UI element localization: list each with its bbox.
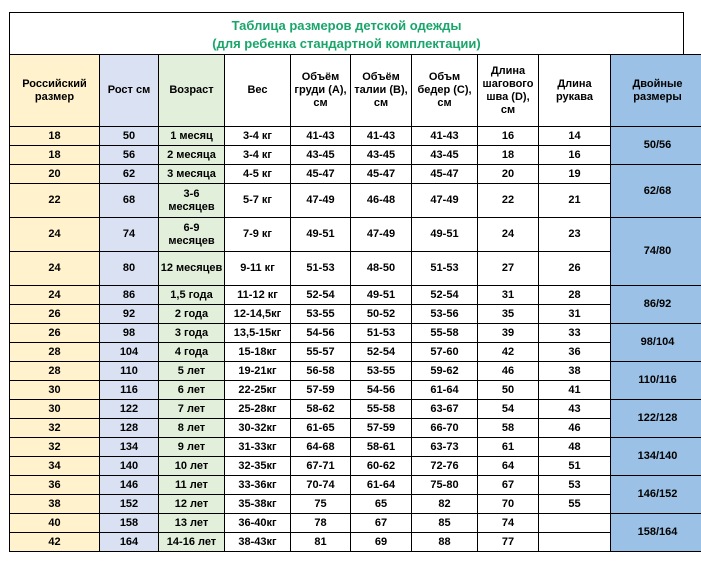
- header-inseam: Длина шагового шва (D), см: [478, 55, 539, 127]
- cell-sleeve: 53: [539, 476, 611, 495]
- cell-weight: 36-40кг: [225, 514, 291, 533]
- cell-sleeve: 16: [539, 146, 611, 165]
- cell-hips: 51-53: [412, 252, 478, 286]
- cell-height: 86: [100, 286, 159, 305]
- title-line-1: Таблица размеров детской одежды: [231, 18, 462, 33]
- cell-ru-size: 18: [10, 146, 100, 165]
- cell-ru-size: 26: [10, 324, 100, 343]
- cell-inseam: 31: [478, 286, 539, 305]
- cell-chest: 70-74: [291, 476, 351, 495]
- cell-waist: 60-62: [351, 457, 412, 476]
- cell-double-size: 134/140: [611, 438, 701, 476]
- cell-weight: 15-18кг: [225, 343, 291, 362]
- table-row: [10, 438, 701, 457]
- cell-chest: 45-47: [291, 165, 351, 184]
- cell-weight: 32-35кг: [225, 457, 291, 476]
- cell-inseam: 39: [478, 324, 539, 343]
- cell-age: 2 месяца: [159, 146, 225, 165]
- cell-double-size: 86/92: [611, 286, 701, 324]
- cell-hips: 82: [412, 495, 478, 514]
- cell-chest: 81: [291, 533, 351, 552]
- cell-height: 98: [100, 324, 159, 343]
- cell-double-size: 158/164: [611, 514, 701, 552]
- cell-inseam: 70: [478, 495, 539, 514]
- table-row: [10, 305, 701, 324]
- cell-age: 3 года: [159, 324, 225, 343]
- cell-age: 8 лет: [159, 419, 225, 438]
- table-row: [10, 286, 701, 305]
- cell-chest: 49-51: [291, 218, 351, 252]
- header-age: Возраст: [159, 55, 225, 127]
- cell-chest: 53-55: [291, 305, 351, 324]
- cell-hips: 47-49: [412, 184, 478, 218]
- cell-weight: 9-11 кг: [225, 252, 291, 286]
- cell-weight: 33-36кг: [225, 476, 291, 495]
- cell-waist: 41-43: [351, 127, 412, 146]
- cell-inseam: 46: [478, 362, 539, 381]
- table-row: [10, 343, 701, 362]
- cell-age: 11 лет: [159, 476, 225, 495]
- cell-inseam: 27: [478, 252, 539, 286]
- cell-waist: 61-64: [351, 476, 412, 495]
- header-ru-size: Российский размер: [10, 55, 100, 127]
- cell-waist: 49-51: [351, 286, 412, 305]
- cell-waist: 69: [351, 533, 412, 552]
- cell-inseam: 35: [478, 305, 539, 324]
- cell-age: 9 лет: [159, 438, 225, 457]
- header-row: [10, 55, 701, 127]
- cell-chest: 57-59: [291, 381, 351, 400]
- cell-inseam: 22: [478, 184, 539, 218]
- cell-waist: 45-47: [351, 165, 412, 184]
- cell-double-size: 146/152: [611, 476, 701, 514]
- cell-ru-size: 34: [10, 457, 100, 476]
- cell-chest: 67-71: [291, 457, 351, 476]
- header-sleeve: Длина рукава: [539, 55, 611, 127]
- cell-weight: 35-38кг: [225, 495, 291, 514]
- table-title: [9, 12, 684, 54]
- cell-ru-size: 32: [10, 438, 100, 457]
- cell-age: 1 месяц: [159, 127, 225, 146]
- cell-waist: 47-49: [351, 218, 412, 252]
- cell-height: 50: [100, 127, 159, 146]
- table-row: [10, 533, 701, 552]
- cell-sleeve: 48: [539, 438, 611, 457]
- cell-double-size: 122/128: [611, 400, 701, 438]
- cell-age: 4 года: [159, 343, 225, 362]
- cell-ru-size: 28: [10, 343, 100, 362]
- cell-height: 140: [100, 457, 159, 476]
- cell-ru-size: 36: [10, 476, 100, 495]
- cell-sleeve: 31: [539, 305, 611, 324]
- cell-hips: 88: [412, 533, 478, 552]
- cell-height: 134: [100, 438, 159, 457]
- cell-weight: 19-21кг: [225, 362, 291, 381]
- cell-sleeve: [539, 533, 611, 552]
- cell-ru-size: 28: [10, 362, 100, 381]
- cell-weight: 38-43кг: [225, 533, 291, 552]
- cell-hips: 43-45: [412, 146, 478, 165]
- cell-double-size: 74/80: [611, 218, 701, 286]
- table-row: [10, 381, 701, 400]
- cell-chest: 54-56: [291, 324, 351, 343]
- cell-weight: 12-14,5кг: [225, 305, 291, 324]
- cell-weight: 25-28кг: [225, 400, 291, 419]
- header-chest: Объём груди (А), см: [291, 55, 351, 127]
- table-row: [10, 400, 701, 419]
- cell-inseam: 24: [478, 218, 539, 252]
- table-row: [10, 184, 701, 218]
- cell-ru-size: 22: [10, 184, 100, 218]
- cell-height: 92: [100, 305, 159, 324]
- cell-weight: 13,5-15кг: [225, 324, 291, 343]
- cell-age: 14-16 лет: [159, 533, 225, 552]
- cell-sleeve: 19: [539, 165, 611, 184]
- cell-inseam: 74: [478, 514, 539, 533]
- cell-ru-size: 24: [10, 286, 100, 305]
- cell-ru-size: 40: [10, 514, 100, 533]
- cell-sleeve: 43: [539, 400, 611, 419]
- cell-chest: 61-65: [291, 419, 351, 438]
- cell-ru-size: 18: [10, 127, 100, 146]
- cell-waist: 58-61: [351, 438, 412, 457]
- cell-hips: 61-64: [412, 381, 478, 400]
- cell-waist: 54-56: [351, 381, 412, 400]
- cell-sleeve: 33: [539, 324, 611, 343]
- header-waist: Объём талии (В), см: [351, 55, 412, 127]
- cell-double-size: 98/104: [611, 324, 701, 362]
- cell-sleeve: 51: [539, 457, 611, 476]
- table-row: [10, 324, 701, 343]
- cell-chest: 64-68: [291, 438, 351, 457]
- cell-waist: 57-59: [351, 419, 412, 438]
- cell-height: 110: [100, 362, 159, 381]
- table-row: [10, 495, 701, 514]
- header-height: Рост см: [100, 55, 159, 127]
- cell-height: 80: [100, 252, 159, 286]
- cell-inseam: 77: [478, 533, 539, 552]
- table-row: [10, 457, 701, 476]
- cell-double-size: 50/56: [611, 127, 701, 165]
- cell-height: 62: [100, 165, 159, 184]
- cell-waist: 67: [351, 514, 412, 533]
- cell-hips: 53-56: [412, 305, 478, 324]
- cell-chest: 43-45: [291, 146, 351, 165]
- cell-chest: 41-43: [291, 127, 351, 146]
- cell-sleeve: [539, 514, 611, 533]
- cell-chest: 75: [291, 495, 351, 514]
- header-weight: Вес: [225, 55, 291, 127]
- table-row: [10, 165, 701, 184]
- cell-inseam: 50: [478, 381, 539, 400]
- size-table: [9, 54, 701, 552]
- cell-waist: 52-54: [351, 343, 412, 362]
- cell-chest: 47-49: [291, 184, 351, 218]
- table-row: [10, 362, 701, 381]
- cell-height: 164: [100, 533, 159, 552]
- cell-waist: 46-48: [351, 184, 412, 218]
- cell-inseam: 58: [478, 419, 539, 438]
- cell-sleeve: 23: [539, 218, 611, 252]
- table-row: [10, 146, 701, 165]
- cell-weight: 4-5 кг: [225, 165, 291, 184]
- cell-sleeve: 38: [539, 362, 611, 381]
- cell-inseam: 42: [478, 343, 539, 362]
- cell-waist: 55-58: [351, 400, 412, 419]
- cell-waist: 48-50: [351, 252, 412, 286]
- cell-inseam: 20: [478, 165, 539, 184]
- table-row: [10, 218, 701, 252]
- cell-hips: 59-62: [412, 362, 478, 381]
- header-double-sizes: Двойные размеры: [611, 55, 701, 127]
- cell-double-size: 62/68: [611, 165, 701, 218]
- cell-ru-size: 38: [10, 495, 100, 514]
- table-row: [10, 419, 701, 438]
- cell-age: 6-9 месяцев: [159, 218, 225, 252]
- table-row: [10, 476, 701, 495]
- cell-sleeve: 26: [539, 252, 611, 286]
- cell-age: 6 лет: [159, 381, 225, 400]
- cell-inseam: 54: [478, 400, 539, 419]
- header-hips: Объм бедер (С), см: [412, 55, 478, 127]
- table-row: [10, 252, 701, 286]
- cell-height: 146: [100, 476, 159, 495]
- cell-height: 104: [100, 343, 159, 362]
- cell-age: 12 месяцев: [159, 252, 225, 286]
- cell-hips: 49-51: [412, 218, 478, 252]
- cell-weight: 11-12 кг: [225, 286, 291, 305]
- cell-height: 122: [100, 400, 159, 419]
- cell-hips: 45-47: [412, 165, 478, 184]
- cell-age: 10 лет: [159, 457, 225, 476]
- cell-hips: 41-43: [412, 127, 478, 146]
- cell-chest: 58-62: [291, 400, 351, 419]
- cell-sleeve: 41: [539, 381, 611, 400]
- table-row: [10, 514, 701, 533]
- cell-ru-size: 30: [10, 381, 100, 400]
- cell-inseam: 64: [478, 457, 539, 476]
- title-line-2: (для ребенка стандартной комплектации): [212, 36, 481, 51]
- cell-weight: 5-7 кг: [225, 184, 291, 218]
- cell-chest: 55-57: [291, 343, 351, 362]
- cell-inseam: 67: [478, 476, 539, 495]
- cell-ru-size: 30: [10, 400, 100, 419]
- cell-chest: 51-53: [291, 252, 351, 286]
- cell-sleeve: 55: [539, 495, 611, 514]
- cell-height: 68: [100, 184, 159, 218]
- cell-inseam: 18: [478, 146, 539, 165]
- cell-ru-size: 26: [10, 305, 100, 324]
- cell-age: 5 лет: [159, 362, 225, 381]
- cell-chest: 78: [291, 514, 351, 533]
- table-body: [10, 127, 701, 552]
- cell-waist: 50-52: [351, 305, 412, 324]
- size-chart: [9, 12, 684, 552]
- cell-height: 116: [100, 381, 159, 400]
- cell-weight: 3-4 кг: [225, 127, 291, 146]
- cell-waist: 65: [351, 495, 412, 514]
- cell-hips: 55-58: [412, 324, 478, 343]
- cell-weight: 31-33кг: [225, 438, 291, 457]
- cell-waist: 53-55: [351, 362, 412, 381]
- cell-hips: 85: [412, 514, 478, 533]
- cell-weight: 3-4 кг: [225, 146, 291, 165]
- cell-hips: 63-67: [412, 400, 478, 419]
- cell-ru-size: 20: [10, 165, 100, 184]
- cell-hips: 57-60: [412, 343, 478, 362]
- cell-hips: 52-54: [412, 286, 478, 305]
- cell-sleeve: 21: [539, 184, 611, 218]
- cell-ru-size: 42: [10, 533, 100, 552]
- cell-inseam: 16: [478, 127, 539, 146]
- cell-age: 12 лет: [159, 495, 225, 514]
- cell-ru-size: 24: [10, 252, 100, 286]
- cell-height: 56: [100, 146, 159, 165]
- cell-weight: 30-32кг: [225, 419, 291, 438]
- cell-weight: 22-25кг: [225, 381, 291, 400]
- cell-chest: 56-58: [291, 362, 351, 381]
- cell-weight: 7-9 кг: [225, 218, 291, 252]
- cell-height: 158: [100, 514, 159, 533]
- cell-chest: 52-54: [291, 286, 351, 305]
- cell-age: 1,5 года: [159, 286, 225, 305]
- cell-height: 74: [100, 218, 159, 252]
- cell-sleeve: 36: [539, 343, 611, 362]
- cell-waist: 51-53: [351, 324, 412, 343]
- cell-sleeve: 46: [539, 419, 611, 438]
- cell-hips: 66-70: [412, 419, 478, 438]
- cell-age: 7 лет: [159, 400, 225, 419]
- cell-ru-size: 32: [10, 419, 100, 438]
- cell-waist: 43-45: [351, 146, 412, 165]
- cell-hips: 72-76: [412, 457, 478, 476]
- cell-ru-size: 24: [10, 218, 100, 252]
- cell-height: 128: [100, 419, 159, 438]
- cell-hips: 75-80: [412, 476, 478, 495]
- table-row: [10, 127, 701, 146]
- cell-hips: 63-73: [412, 438, 478, 457]
- cell-inseam: 61: [478, 438, 539, 457]
- cell-age: 3-6 месяцев: [159, 184, 225, 218]
- cell-age: 3 месяца: [159, 165, 225, 184]
- cell-sleeve: 14: [539, 127, 611, 146]
- cell-double-size: 110/116: [611, 362, 701, 400]
- cell-age: 2 года: [159, 305, 225, 324]
- cell-age: 13 лет: [159, 514, 225, 533]
- cell-sleeve: 28: [539, 286, 611, 305]
- cell-height: 152: [100, 495, 159, 514]
